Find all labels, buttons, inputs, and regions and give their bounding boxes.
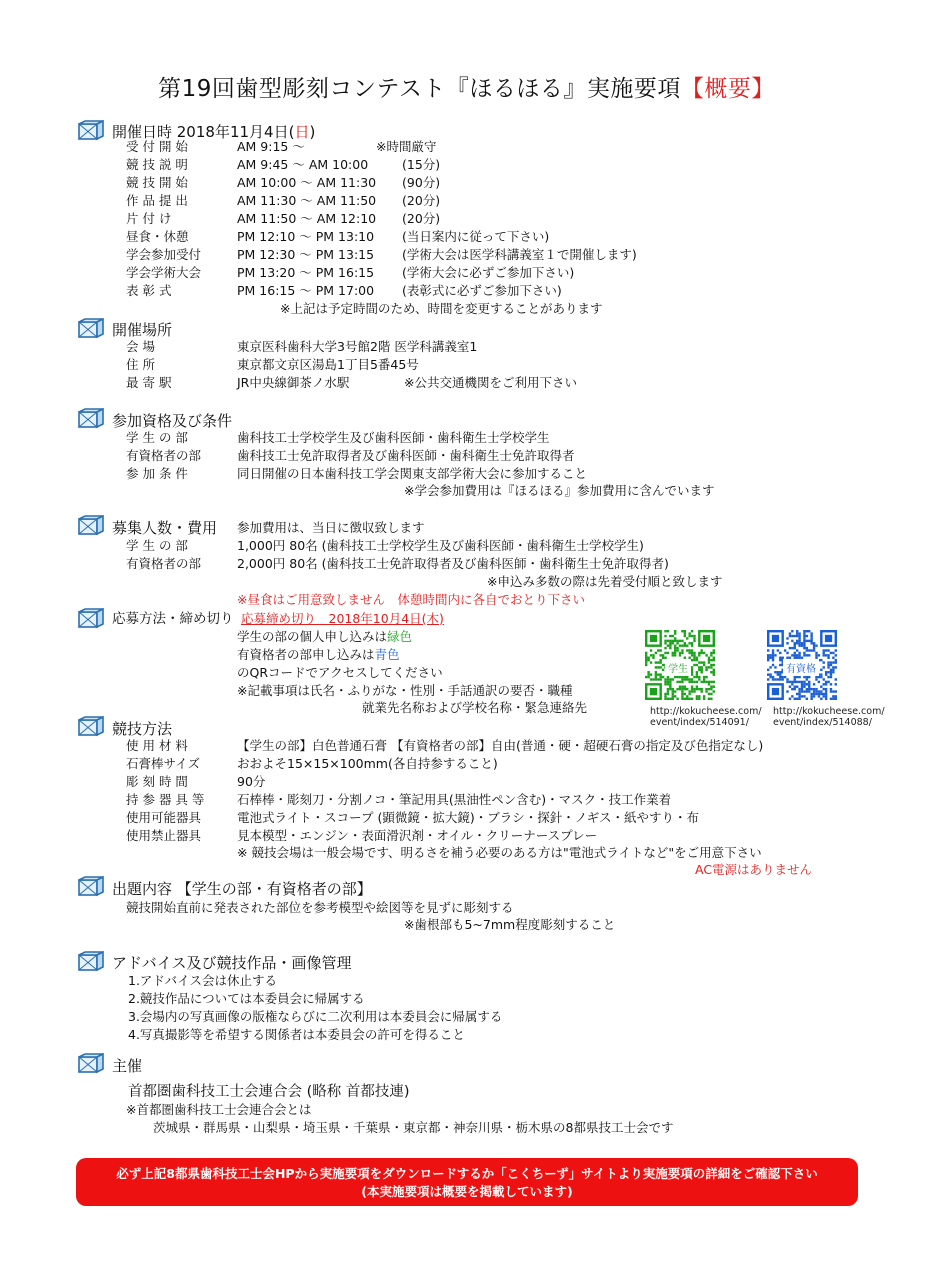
schedule-row-note: (90分) (402, 175, 441, 190)
schedule-row-value: PM 13:20 〜 PM 16:15 (237, 265, 375, 280)
cube-icon (78, 408, 104, 430)
advice-item: 2.競技作品については本委員会に帰属する (128, 991, 365, 1006)
method-row-value: おおよそ15×15×100mm(各自持参すること) (237, 756, 498, 771)
schedule-row-note: (15分) (402, 157, 441, 172)
method-row-value: 見本模型・エンジン・表面滑沢剤・オイル・クリーナースプレー (237, 828, 598, 843)
schedule-row-value: AM 9:45 〜 AM 10:00 (237, 157, 369, 172)
venue-row-value: JR中央線御茶ノ水駅 (237, 375, 350, 390)
eligibility-row-label: 有資格者の部 (126, 448, 202, 463)
method-row-value: 石棒棒・彫刻刀・分割ノコ・筆記用具(黒油性ペン含む)・マスク・技工作業着 (237, 792, 672, 807)
cube-icon (78, 951, 104, 973)
method-row-value: 【学生の部】白色普通石膏 【有資格者の部】自由(普通・硬・超硬石膏の指定及び色指定なし) (237, 738, 764, 753)
banner-line2: (本実施要項は概要を掲載しています) (361, 1184, 573, 1199)
qr-student-url[interactable]: http://kokucheese.com/ event/index/514091/ (650, 706, 762, 728)
schedule-row-label: 受 付 開 始 (126, 139, 188, 154)
fee-footnote: ※申込み多数の際は先着受付順と致します (487, 574, 723, 589)
cube-icon (78, 120, 104, 142)
section-venue-heading: 開催場所 (112, 321, 173, 339)
section-task-heading: 出題内容 【学生の部・有資格者の部】 (112, 880, 372, 898)
advice-item: 3.会場内の写真画像の版権ならびに二次利用は本委員会に帰属する (128, 1009, 503, 1024)
page-title (0, 70, 933, 103)
cube-icon (78, 608, 104, 630)
download-banner (76, 1158, 858, 1206)
host-org: 首都圏歯科技工士会連合会 (略称 首都技連) (128, 1084, 410, 1100)
venue-row-note: ※公共交通機関をご利用下さい (404, 375, 577, 390)
eligibility-row-label: 学 生 の 部 (126, 430, 188, 445)
method-row-label: 使用禁止器具 (126, 828, 202, 843)
eligibility-row-value: 同日開催の日本歯科技工学会関東支部学術大会に参加すること (237, 466, 588, 481)
task-line: 競技開始直前に発表された部位を参考模型や絵図等を見ずに彫刻する (126, 900, 514, 915)
schedule-row-note: (学術大会は医学科講義室１で開催します) (402, 247, 637, 262)
host-note: ※首都圏歯科技工士会連合会とは (126, 1102, 312, 1117)
advice-item: 1.アドバイス会は休止する (128, 973, 278, 988)
title-tag: 【概要】 (680, 76, 775, 102)
schedule-row-label: 表 彰 式 (126, 283, 172, 298)
schedule-row-value: AM 9:15 〜 (237, 139, 305, 154)
cube-icon (78, 515, 104, 537)
qr-student-label: 学生 (665, 659, 691, 676)
fee-intro: 参加費用は、当日に徴収致します (237, 520, 425, 535)
cube-icon (78, 318, 104, 340)
cube-icon (78, 1053, 104, 1075)
schedule-row-label: 学会参加受付 (126, 247, 202, 262)
schedule-row-note: (当日案内に従って下さい) (402, 229, 550, 244)
fee-row-label: 学 生 の 部 (126, 538, 188, 553)
host-members: 茨城県・群馬県・山梨県・埼玉県・千葉県・東京都・神奈川県・栃木県の8都県技工士会です (153, 1120, 674, 1135)
deadline: 応募締め切り 2018年10月4日(木) (241, 611, 444, 626)
schedule-row-value: AM 11:30 〜 AM 11:50 (237, 193, 377, 208)
venue-row-value: 東京医科歯科大学3号館2階 医学科講義室1 (237, 339, 478, 354)
schedule-row-label: 片 付 け (126, 211, 172, 226)
task-footnote: ※歯根部も5~7mm程度彫刻すること (404, 917, 616, 932)
venue-row-label: 会 場 (126, 339, 155, 354)
apply-line-fields: ※記載事項は氏名・ふりがな・性別・手話通訳の要否・職種 (237, 683, 573, 698)
cube-icon (78, 876, 104, 898)
method-row-label: 石膏棒サイズ (126, 756, 201, 771)
eligibility-row-value: 歯科技工士免許取得者及び歯科医師・歯科衛生士免許取得者 (237, 448, 575, 463)
schedule-footnote: ※上記は予定時間のため、時間を変更することがあります (280, 301, 603, 316)
eligibility-footnote: ※学会参加費用は『ほるほる』参加費用に含んでいます (404, 483, 715, 498)
eligibility-row-label: 参 加 条 件 (126, 466, 188, 481)
banner-line1: 必ず上記8都県歯科技工士会HPから実施要項をダウンロードするか「こくちーず」サイトより実施要項の詳細をご確認下さい (116, 1166, 818, 1181)
section-host-heading: 主催 (112, 1057, 143, 1075)
method-row-value: 電池式ライト・スコープ (顕微鏡・拡大鏡)・ブラシ・探針・ノギス・紙やすり・布 (237, 810, 699, 825)
method-row-label: 彫 刻 時 間 (126, 774, 188, 789)
apply-line-qr: のQRコードでアクセスしてください (237, 665, 443, 680)
fee-row-value: 2,000円 80名 (歯科技工士免許取得者及び歯科医師・歯科衛生士免許取得者) (237, 556, 669, 571)
schedule-row-label: 学会学術大会 (126, 265, 202, 280)
section-apply-heading: 応募方法・締め切り (112, 611, 234, 627)
schedule-row-value: PM 16:15 〜 PM 17:00 (237, 283, 375, 298)
schedule-row-value: PM 12:30 〜 PM 13:15 (237, 247, 375, 262)
section-date-heading: 開催日時 2018年11月4日(日) (112, 123, 316, 141)
cube-icon (78, 716, 104, 738)
qr-qualified-label: 有資格 (783, 659, 819, 676)
schedule-row-note: (表彰式に必ずご参加下さい) (402, 283, 562, 298)
apply-line-student: 学生の部の個人申し込みは緑色 (237, 629, 413, 644)
ac-power-note: AC電源はありません (695, 862, 813, 877)
section-fee-heading: 募集人数・費用 (112, 519, 218, 537)
section-eligibility-heading: 参加資格及び条件 (112, 412, 233, 430)
section-method-heading: 競技方法 (112, 720, 173, 738)
lunch-note: ※昼食はご用意致しません 体憩時間内に各自でおとり下さい (237, 592, 585, 607)
schedule-row-value: AM 11:50 〜 AM 12:10 (237, 211, 377, 226)
method-note: ※ 競技会場は一般会場です、明るさを補う必要のある方は"電池式ライトなど"をご用意下さい (237, 845, 762, 860)
qr-qualified-url[interactable]: http://kokucheese.com/ event/index/514088/ (773, 706, 885, 728)
title-main: 第19回歯型彫刻コンテスト『ほるほる』実施要項 (158, 76, 681, 102)
section-advice-heading: アドバイス及び競技作品・画像管理 (112, 954, 352, 972)
schedule-row-value: PM 12:10 〜 PM 13:10 (237, 229, 375, 244)
fee-row-label: 有資格者の部 (126, 556, 202, 571)
eligibility-row-value: 歯科技工士学校学生及び歯科医師・歯科衛生士学校学生 (237, 430, 550, 445)
apply-line-qualified: 有資格者の部申し込みは青色 (237, 647, 400, 662)
schedule-row-note: (学術大会に必ずご参加下さい) (402, 265, 575, 280)
method-row-label: 使用可能器具 (126, 810, 202, 825)
fee-row-value: 1,000円 80名 (歯科技工士学校学生及び歯科医師・歯科衛生士学校学生) (237, 538, 644, 553)
schedule-row-value: AM 10:00 〜 AM 11:30 (237, 175, 377, 190)
schedule-row-label: 競 技 説 明 (126, 157, 188, 172)
venue-row-label: 最 寄 駅 (126, 375, 172, 390)
schedule-row-label: 競 技 開 始 (126, 175, 188, 190)
schedule-row-note: ※時間厳守 (376, 139, 437, 154)
method-row-label: 持 参 器 具 等 (126, 792, 205, 807)
method-row-value: 90分 (237, 774, 266, 789)
advice-item: 4.写真撮影等を希望する関係者は本委員会の許可を得ること (128, 1027, 465, 1042)
schedule-row-note: (20分) (402, 193, 441, 208)
schedule-row-note: (20分) (402, 211, 441, 226)
schedule-row-label: 作 品 提 出 (126, 193, 188, 208)
apply-line-fields2: 就業先名称および学校名称・緊急連絡先 (362, 700, 588, 715)
method-row-label: 使 用 材 料 (126, 738, 188, 753)
venue-row-label: 住 所 (126, 357, 155, 372)
venue-row-value: 東京都文京区湯島1丁目5番45号 (237, 357, 419, 372)
schedule-row-label: 昼食・休憩 (126, 229, 189, 244)
